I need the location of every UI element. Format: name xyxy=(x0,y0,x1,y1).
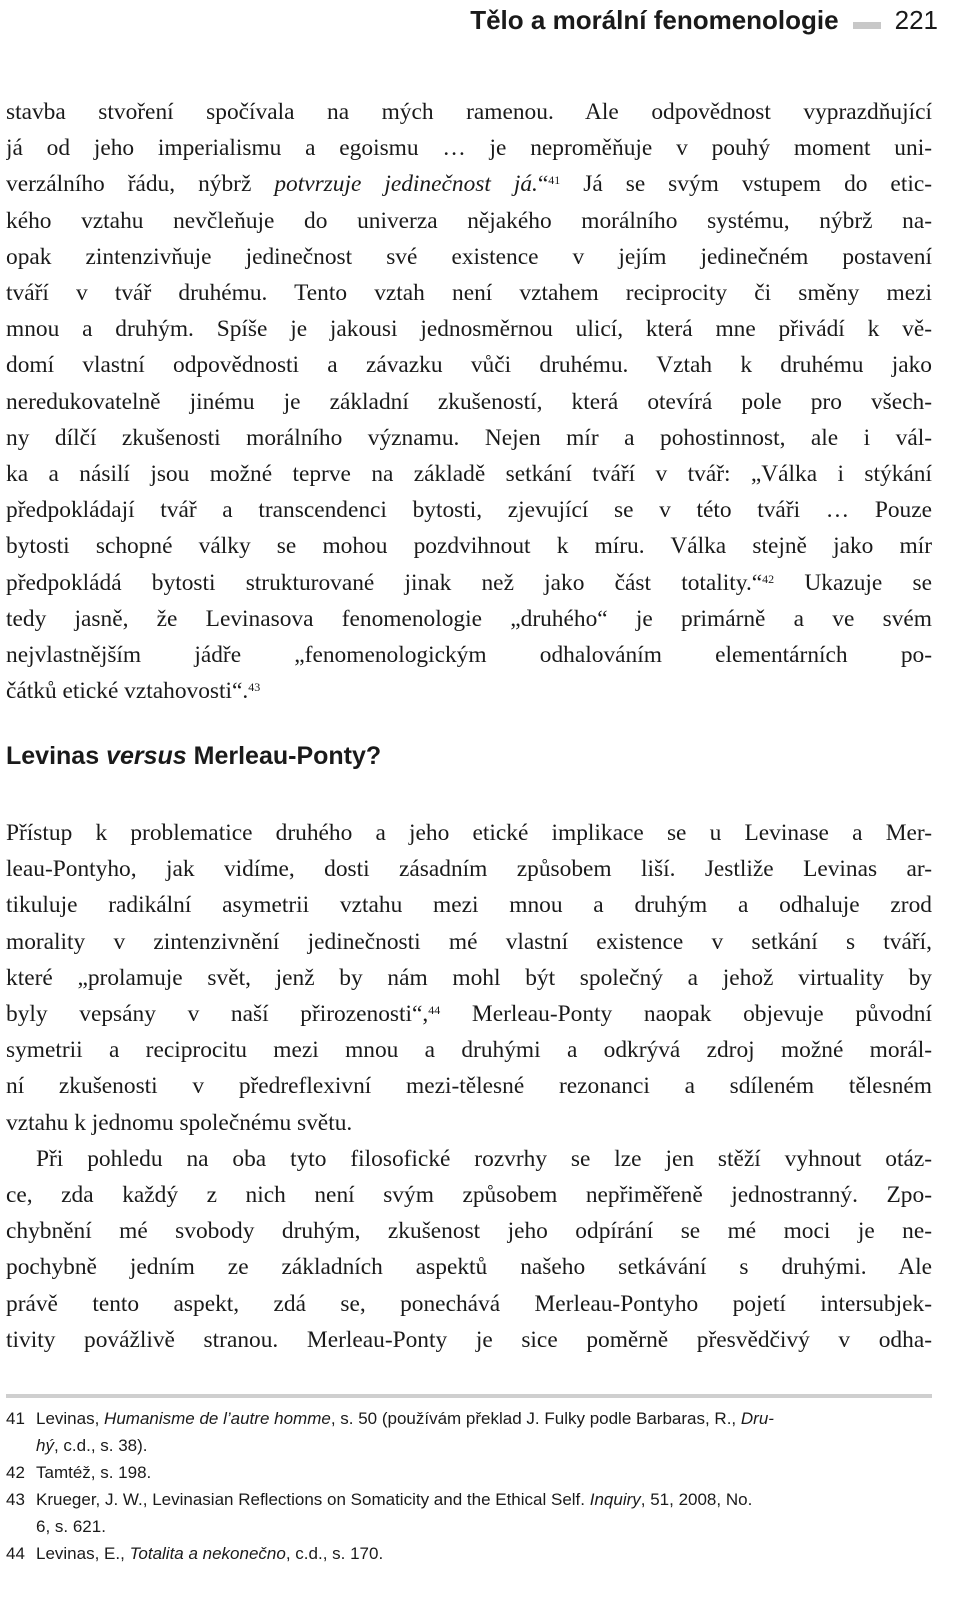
italic-title: Totalita a nekonečno xyxy=(129,1544,286,1563)
text-line: Při pohledu na oba tyto filosofické rozvrhy se lze jen stěží vyhnout otáz- xyxy=(36,1145,932,1172)
text-line: tedy jasně, že Levinasova fenomenologie „druhého“ je primárně a ve svém xyxy=(6,605,932,632)
text-span: čátků etické vztahovosti“. xyxy=(6,678,249,705)
text-line: leau-Pontyho, jak vidíme, dosti zásadním způsobem liší. Jestliže Levinas ar- xyxy=(6,856,932,883)
footnote-text: 6, s. 621. xyxy=(36,1517,106,1536)
text-span: Levinas, xyxy=(36,1409,105,1428)
heading-text: Levinas xyxy=(6,742,107,770)
text-line: morality v zintenzivnění jedinečnosti mé vlastní existence v setkání s tváří, xyxy=(6,928,932,955)
italic-title: hý xyxy=(36,1436,54,1455)
running-title: Tělo a morální fenomenologie xyxy=(470,4,839,35)
text-line: nejvlastnějším jádře „fenomenologickým odhalováním elementárních po- xyxy=(6,642,932,669)
text-line: mnou a druhým. Spíše je jakousi jednosměrnou ulicí, která mne přivádí k vě- xyxy=(6,316,932,343)
text-line: které „prolamuje svět, jenž by nám mohl být společný a jehož virtuality by xyxy=(6,964,932,991)
text-line: právě tento aspekt, zdá se, ponechává Merleau-Pontyho pojetí intersubjek- xyxy=(6,1290,932,1317)
footnote-number xyxy=(6,1432,36,1459)
text-span: Krueger, J. W., Levinasian Reflections on Somaticity and the Ethical Self. xyxy=(36,1490,590,1509)
header-divider xyxy=(853,22,881,29)
heading-italic: versus xyxy=(106,742,187,770)
text-line: chybnění mé svobody druhým, zkušenost jeho odpírání se mé moci je ne- xyxy=(6,1218,932,1245)
text-line: ce, zda každý z nich není svým způsobem nepřiměřeně jednostranný. Zpo- xyxy=(6,1182,932,1209)
page-number: 221 xyxy=(894,4,938,35)
heading-text: Merleau-Ponty? xyxy=(186,742,382,770)
footnote-text xyxy=(36,1540,932,1567)
text-line: kého vztahu nevčleňuje do univerza nějakého morálního systému, nýbrž na- xyxy=(6,207,932,234)
footnote-number xyxy=(6,1513,36,1540)
text-line: symetrii a reciprocitu mezi mnou a druhými a odkrývá zdroj možné morál- xyxy=(6,1037,932,1064)
text-line xyxy=(6,673,932,709)
text-line: vztahu k jednomu společnému světu. xyxy=(6,1109,353,1136)
text-span: , s. 50 (používám překlad J. Fulky podle Barbaras, R., xyxy=(330,1409,741,1428)
footnote-text xyxy=(36,1405,932,1432)
footnote-44 xyxy=(6,1540,932,1567)
text-line: ka a násilí jsou možné teprve na základě setkání tváří v tvář: „Válka i stýkání xyxy=(6,461,932,488)
text-line: tváří v tvář druhému. Tento vztah není vztahem reciprocity či směny mezi xyxy=(6,280,932,307)
text-line: předpokládají tvář a transcendenci bytosti, zjevující se v této tváři … Pouze xyxy=(6,497,932,524)
text-line: opak zintenzivňuje jedinečnost své existence v jejím jedinečném postavení xyxy=(6,243,932,270)
footnote-43 xyxy=(6,1486,932,1513)
footnote-number: 44 xyxy=(6,1544,25,1563)
running-header xyxy=(470,0,938,40)
text-span: , c.d., s. 38). xyxy=(53,1436,148,1455)
text-line: stavba stvoření spočívala na mých ramenou. Ale odpovědnost vyprazdňující xyxy=(6,99,932,125)
text-line: Přístup k problematice druhého a jeho etické implikace se u Levinase a Mer- xyxy=(6,820,932,846)
text-span: Levinas, E., xyxy=(36,1544,130,1563)
footnote-number: 43 xyxy=(6,1490,25,1509)
text-span: předpokládá bytosti strukturované jinak než jako část totality.“ xyxy=(6,569,763,596)
footnote-ref-44[interactable]: 44 xyxy=(428,1003,441,1018)
footnote-number: 42 xyxy=(6,1463,25,1482)
paragraph-2 xyxy=(6,815,932,1358)
text-line xyxy=(6,565,932,601)
footnote-42 xyxy=(6,1459,932,1486)
footnote-ref-42[interactable]: 42 xyxy=(762,571,775,586)
italic-title: Dru- xyxy=(740,1409,774,1428)
text-line: bytosti schopné války se mohou pozdvihnout k míru. Válka stejně jako mír xyxy=(6,533,932,560)
text-span: Merleau-Ponty naopak objevuje původní xyxy=(440,1001,932,1028)
text-span: , 51, 2008, No. xyxy=(640,1490,753,1509)
text-line: neredukovatelně jinému je základní zkušeností, která otevírá pole pro všech- xyxy=(6,388,932,415)
italic-title: Humanisme de l’autre homme xyxy=(104,1409,331,1428)
text-span: , c.d., s. 170. xyxy=(285,1544,384,1563)
footnote-43-cont xyxy=(6,1513,932,1540)
section-heading xyxy=(6,742,381,771)
footnote-ref-41[interactable]: 41 xyxy=(548,173,561,188)
text-line xyxy=(6,996,932,1032)
footnotes xyxy=(6,1405,932,1567)
text-span: Já se svým vstupem do etic- xyxy=(560,171,932,198)
text-line: já od jeho imperialismu a egoismu … je neproměňuje v pouhý moment uni- xyxy=(6,135,932,162)
italic-title: Inquiry xyxy=(589,1490,641,1509)
footnote-41-cont xyxy=(6,1432,932,1459)
text-line: pochybně jedním ze základních aspektů našeho setkávání s druhými. Ale xyxy=(6,1254,932,1281)
text-span: “ xyxy=(537,171,549,198)
text-span: verzálního řádu, nýbrž xyxy=(6,171,275,198)
text-line: ní zkušenosti v předreflexivní mezi-tělesné rezonanci a sdíleném tělesném xyxy=(6,1073,932,1100)
footnote-ref-43[interactable]: 43 xyxy=(248,680,261,695)
footnote-number: 41 xyxy=(6,1409,25,1428)
text-line xyxy=(6,166,932,202)
footnote-text xyxy=(36,1486,932,1513)
footnote-separator xyxy=(6,1394,932,1398)
text-span: Ukazuje se xyxy=(774,569,932,596)
footnote-text xyxy=(36,1432,932,1459)
footnote-41 xyxy=(6,1405,932,1432)
text-line: tivity povážlivě stranou. Merleau-Ponty je sice poměrně přesvědčivý v odha- xyxy=(6,1326,932,1353)
footnote-text: Tamtéž, s. 198. xyxy=(36,1463,152,1482)
italic-phrase: potvrzuje jedinečnost já. xyxy=(274,171,538,198)
text-line: ny dílčí zkušenosti morálního významu. Nejen mír a pohostinnost, ale i vál- xyxy=(6,424,932,451)
paragraph-1 xyxy=(6,94,932,709)
text-span: byly vepsány v naší přirozenosti“, xyxy=(6,1001,429,1028)
text-line: domí vlastní odpovědnosti a závazku vůči druhému. Vztah k druhému jako xyxy=(6,352,932,379)
text-line: tikuluje radikální asymetrii vztahu mezi mnou a druhým a odhaluje zrod xyxy=(6,892,932,919)
